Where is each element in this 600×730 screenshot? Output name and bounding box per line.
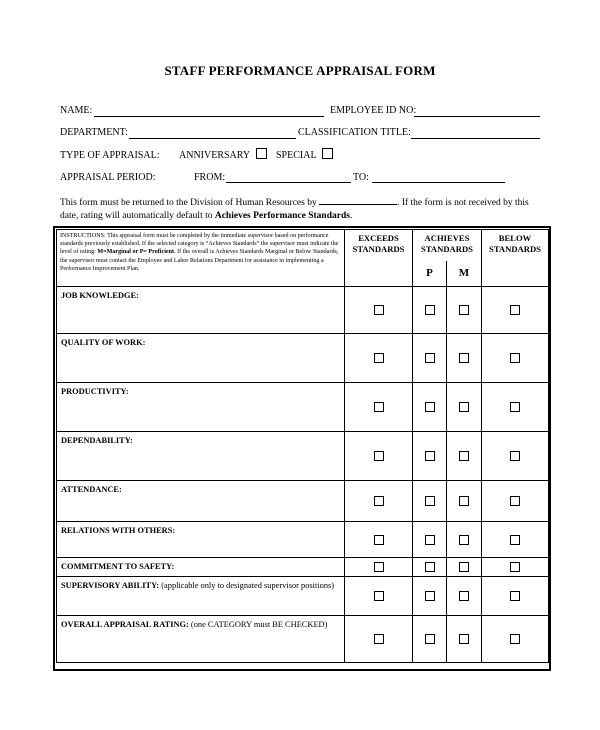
notice-text-4: . — [349, 211, 353, 221]
rating-cell-exceeds — [345, 616, 413, 663]
rating-checkbox-exceeds[interactable] — [374, 402, 384, 412]
rating-checkbox-exceeds[interactable] — [374, 562, 384, 572]
rating-checkbox-below[interactable] — [510, 591, 520, 601]
criteria-row — [57, 616, 549, 663]
criteria-label-cell — [57, 481, 345, 522]
criteria-label-cell — [57, 334, 345, 383]
criteria-label: JOB KNOWLEDGE: — [61, 291, 139, 300]
criteria-label-cell — [57, 287, 345, 334]
rating-cell-below — [482, 383, 549, 432]
rating-cell-exceeds — [345, 558, 413, 577]
rating-cell-below — [482, 522, 549, 558]
rating-checkbox-achieves-p[interactable] — [425, 402, 435, 412]
employee-id-field[interactable] — [414, 116, 540, 117]
rating-checkbox-achieves-p[interactable] — [425, 535, 435, 545]
criteria-label: COMMITMENT TO SAFETY: — [61, 562, 175, 571]
criteria-label-cell — [57, 616, 345, 663]
rating-cell-achieves-p — [413, 481, 447, 522]
instructions-rating-levels: M=Marginal or P= Proficient — [97, 249, 175, 256]
classification-field[interactable] — [411, 138, 540, 139]
instructions-text-2: . If the overall is Achieves Standards Marginal or Below Standards, the supervisor must contact the Employee and Labor Relations Department for assistance in implementing a Performance Improvement Plan. — [60, 249, 339, 272]
criteria-label-cell — [57, 558, 345, 577]
rating-checkbox-achieves-p[interactable] — [425, 496, 435, 506]
anniversary-label: ANNIVERSARY — [179, 150, 251, 161]
rating-cell-below — [482, 558, 549, 577]
employee-id-label: EMPLOYEE ID NO: — [330, 105, 417, 116]
rating-checkbox-exceeds[interactable] — [374, 634, 384, 644]
return-date-field[interactable] — [319, 195, 397, 205]
rating-checkbox-achieves-p[interactable] — [425, 353, 435, 363]
rating-cell-achieves-p — [413, 577, 447, 616]
rating-cell-exceeds — [345, 432, 413, 481]
rating-checkbox-below[interactable] — [510, 402, 520, 412]
notice-text-3: date, rating will automatically default to — [60, 211, 213, 221]
criteria-row — [57, 383, 549, 432]
name-label: NAME: — [60, 105, 93, 116]
criteria-row — [57, 558, 549, 577]
rating-checkbox-below[interactable] — [510, 305, 520, 315]
criteria-row — [57, 522, 549, 558]
rating-checkbox-exceeds[interactable] — [374, 305, 384, 315]
rating-checkbox-achieves-m[interactable] — [459, 634, 469, 644]
criteria-row — [57, 577, 549, 616]
criteria-label-cell — [57, 522, 345, 558]
appraisal-period-label: APPRAISAL PERIOD: — [60, 172, 156, 183]
rating-cell-below — [482, 287, 549, 334]
special-checkbox[interactable] — [322, 148, 333, 159]
criteria-label: PRODUCTIVITY: — [61, 387, 129, 396]
criteria-label-cell — [57, 577, 345, 616]
rating-cell-achieves-p — [413, 383, 447, 432]
rating-checkbox-achieves-m[interactable] — [459, 591, 469, 601]
rating-cell-achieves-m — [447, 616, 482, 663]
rating-checkbox-achieves-m[interactable] — [459, 562, 469, 572]
criteria-label-cell — [57, 383, 345, 432]
rating-cell-exceeds — [345, 522, 413, 558]
rating-cell-achieves-p — [413, 616, 447, 663]
from-date-field[interactable] — [226, 182, 351, 183]
criteria-label: OVERALL APPRAISAL RATING: — [61, 620, 189, 629]
criteria-label: RELATIONS WITH OTHERS: — [61, 526, 176, 535]
form-title: STAFF PERFORMANCE APPRAISAL FORM — [164, 63, 436, 78]
rating-checkbox-achieves-m[interactable] — [459, 496, 469, 506]
rating-checkbox-exceeds[interactable] — [374, 353, 384, 363]
rating-cell-achieves-m — [447, 522, 482, 558]
name-field[interactable] — [94, 116, 324, 117]
rating-checkbox-achieves-m[interactable] — [459, 402, 469, 412]
notice-text-2: . If the form is not received by this — [397, 198, 529, 208]
rating-cell-achieves-m — [447, 383, 482, 432]
criteria-note: (applicable only to designated supervisor positions) — [159, 581, 335, 590]
rating-cell-below — [482, 481, 549, 522]
rating-cell-below — [482, 616, 549, 663]
rating-checkbox-achieves-p[interactable] — [425, 305, 435, 315]
rating-cell-achieves-p — [413, 522, 447, 558]
rating-cell-achieves-m — [447, 558, 482, 577]
rating-checkbox-achieves-m[interactable] — [459, 535, 469, 545]
rating-cell-achieves-m — [447, 481, 482, 522]
col-header-marginal: M — [447, 261, 482, 287]
department-field[interactable] — [129, 138, 296, 139]
col-header-achieves: ACHIEVES STANDARDS — [413, 230, 482, 261]
special-label: SPECIAL — [276, 150, 317, 161]
rating-cell-achieves-m — [447, 287, 482, 334]
notice-text-1: This form must be returned to the Division of Human Resources by — [60, 198, 317, 208]
rating-cell-achieves-m — [447, 432, 482, 481]
rating-cell-exceeds — [345, 287, 413, 334]
rating-checkbox-achieves-p[interactable] — [425, 591, 435, 601]
criteria-label: ATTENDANCE: — [61, 485, 122, 494]
rating-checkbox-achieves-p[interactable] — [425, 562, 435, 572]
criteria-note: (one CATEGORY must BE CHECKED) — [188, 620, 328, 629]
rating-cell-exceeds — [345, 577, 413, 616]
rating-checkbox-achieves-m[interactable] — [459, 305, 469, 315]
rating-checkbox-below[interactable] — [510, 451, 520, 461]
rating-checkbox-achieves-p[interactable] — [425, 634, 435, 644]
rating-checkbox-below[interactable] — [510, 634, 520, 644]
rating-checkbox-exceeds[interactable] — [374, 496, 384, 506]
criteria-label: QUALITY OF WORK: — [61, 338, 146, 347]
rating-cell-achieves-m — [447, 334, 482, 383]
anniversary-checkbox[interactable] — [256, 148, 267, 159]
return-notice — [60, 195, 550, 223]
criteria-label: DEPENDABILITY: — [61, 436, 133, 445]
criteria-row — [57, 334, 549, 383]
col-header-exceeds: EXCEEDS STANDARDS — [345, 230, 413, 287]
rating-checkbox-below[interactable] — [510, 562, 520, 572]
rating-checkbox-exceeds[interactable] — [374, 591, 384, 601]
criteria-label: SUPERVISORY ABILITY: — [61, 581, 160, 590]
rating-checkbox-achieves-p[interactable] — [425, 451, 435, 461]
instructions-text-1: INSTRUCTIONS: This appraisal form must be completed by the immediate supervisor based on performance standards previously established. If the selected category is “Achieves Standards” the supervisor must indicate the level of rating: — [60, 233, 339, 256]
department-label: DEPARTMENT: — [60, 127, 128, 138]
criteria-row — [57, 287, 549, 334]
rating-cell-achieves-p — [413, 287, 447, 334]
rating-cell-below — [482, 432, 549, 481]
instructions-cell — [57, 230, 345, 287]
rating-checkbox-below[interactable] — [510, 535, 520, 545]
rating-checkbox-achieves-m[interactable] — [459, 451, 469, 461]
notice-default-rating: Achieves Performance Standards — [214, 211, 350, 221]
col-header-below: BELOW STANDARDS — [482, 230, 549, 287]
criteria-row — [57, 481, 549, 522]
from-label: FROM: — [194, 172, 226, 183]
rating-checkbox-exceeds[interactable] — [374, 451, 384, 461]
criteria-label-cell — [57, 432, 345, 481]
classification-label: CLASSIFICATION TITLE: — [298, 127, 411, 138]
rating-cell-achieves-p — [413, 334, 447, 383]
rating-cell-achieves-p — [413, 558, 447, 577]
type-of-appraisal-label: TYPE OF APPRAISAL: — [60, 150, 160, 161]
rating-cell-below — [482, 577, 549, 616]
rating-checkbox-below[interactable] — [510, 496, 520, 506]
rating-checkbox-exceeds[interactable] — [374, 535, 384, 545]
col-header-proficient: P — [413, 261, 447, 287]
to-date-field[interactable] — [372, 182, 505, 183]
rating-checkbox-below[interactable] — [510, 353, 520, 363]
rating-cell-exceeds — [345, 334, 413, 383]
rating-cell-below — [482, 334, 549, 383]
rating-table — [56, 229, 549, 663]
to-label: TO: — [353, 172, 369, 183]
rating-checkbox-achieves-m[interactable] — [459, 353, 469, 363]
rating-cell-achieves-p — [413, 432, 447, 481]
criteria-row — [57, 432, 549, 481]
rating-cell-exceeds — [345, 481, 413, 522]
rating-cell-achieves-m — [447, 577, 482, 616]
rating-cell-exceeds — [345, 383, 413, 432]
